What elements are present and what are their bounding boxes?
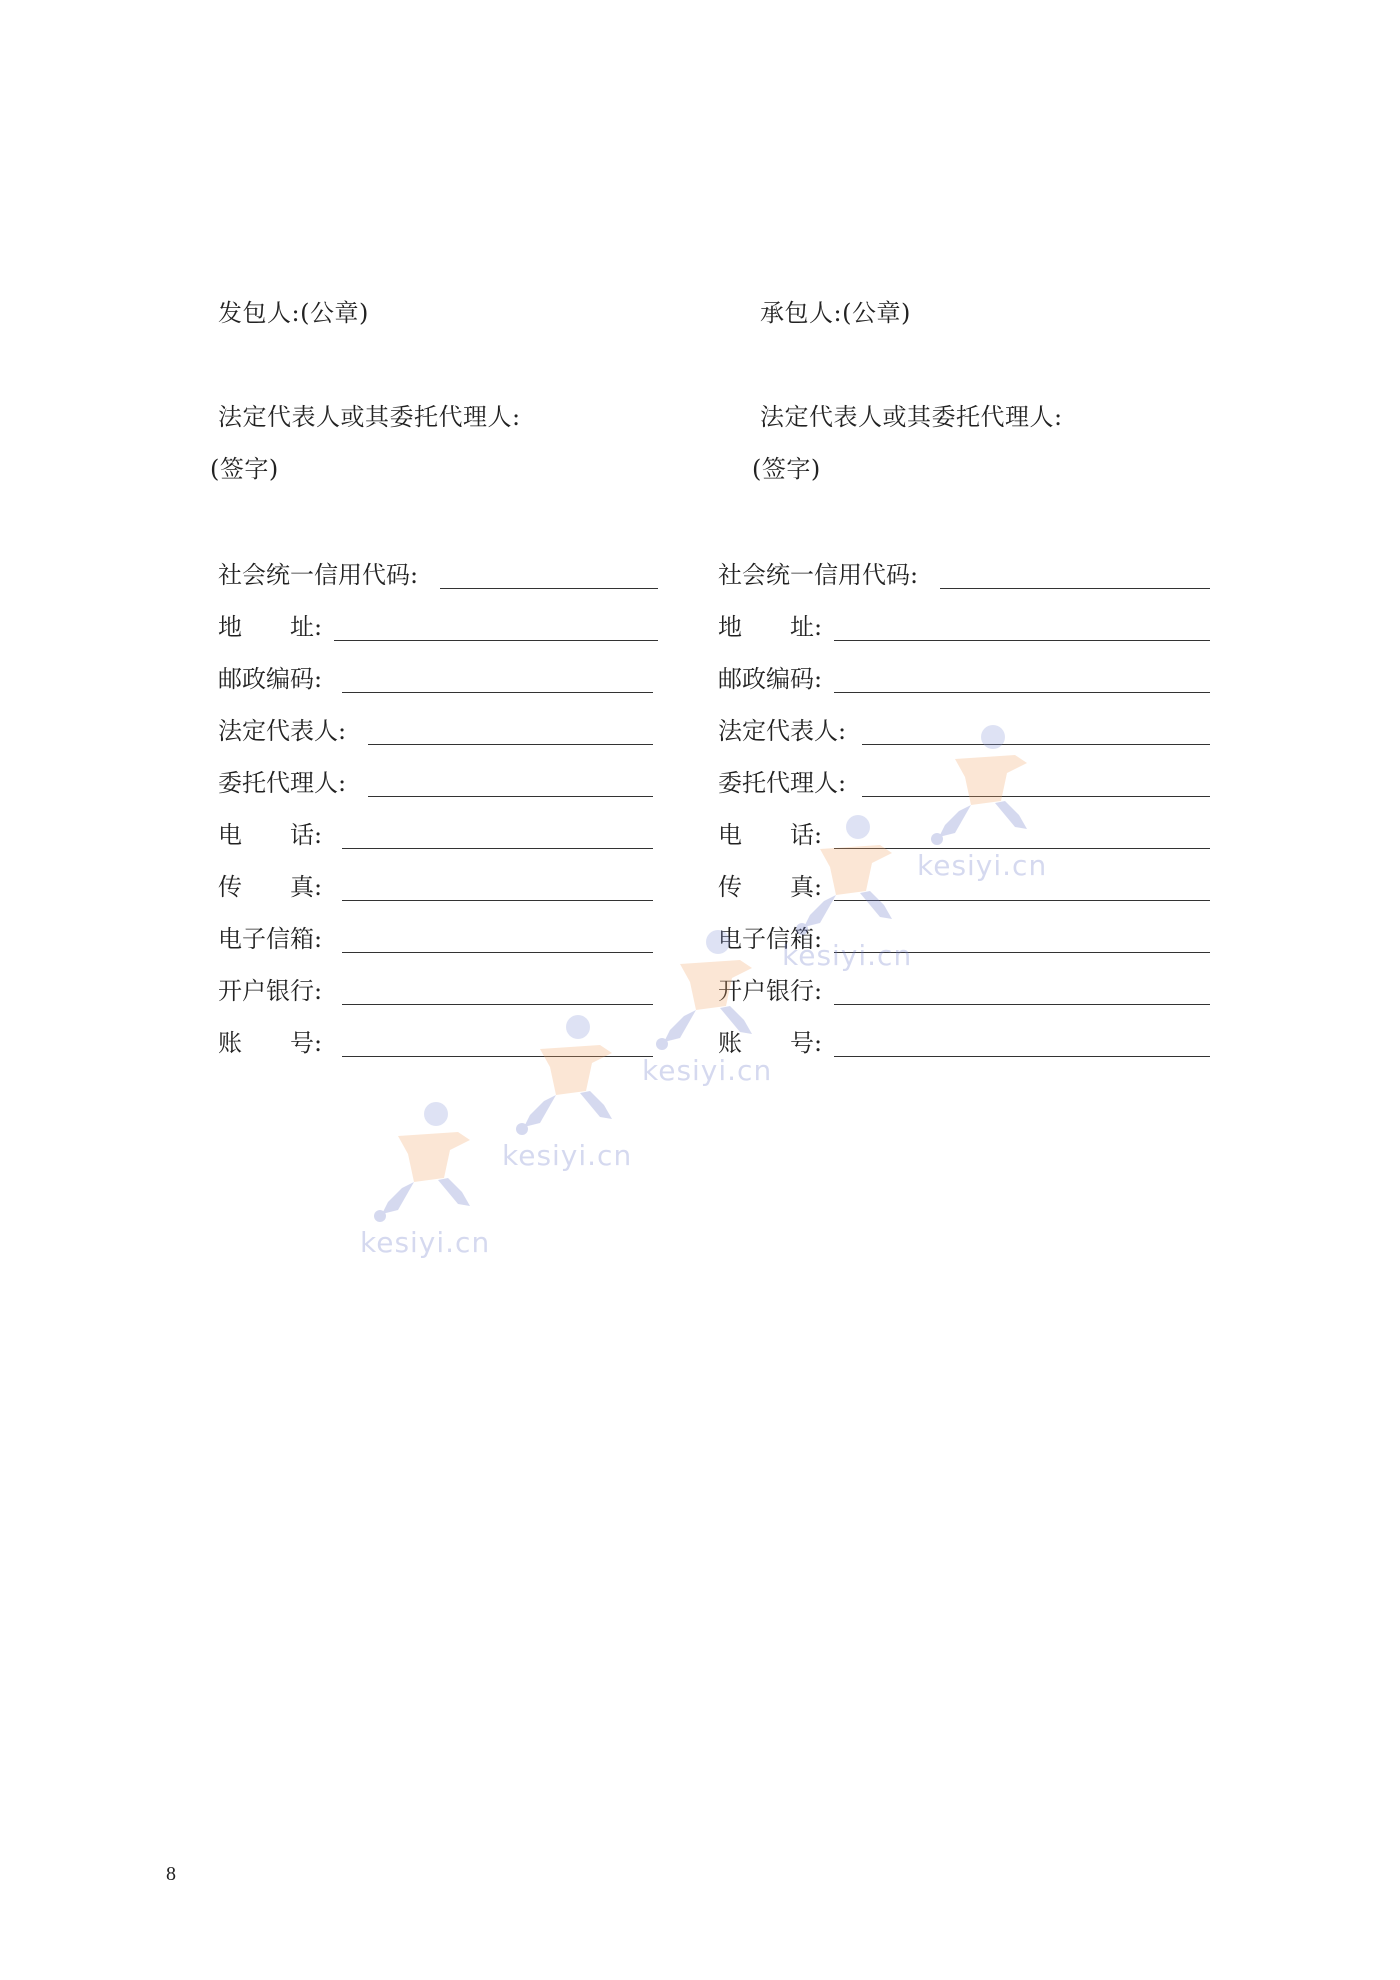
employer-field-agent [218,768,658,800]
runner-icon [640,920,780,1060]
field-label: 社会统一信用代码: [218,561,419,589]
employer-field-bank [218,976,658,1008]
field-label: 传 真: [718,873,823,901]
field-label: 邮政编码: [218,665,323,693]
page-number: 8 [166,1863,176,1885]
field-label: 开户银行: [718,977,823,1005]
field-label: 账 号: [718,1029,823,1057]
field-label: 传 真: [218,873,323,901]
employer-field-postcode [218,664,658,696]
fill-line[interactable] [834,692,1210,693]
field-label: 委托代理人: [218,769,347,797]
watermark-text: kesiyi.cn [360,1226,491,1259]
fill-line[interactable] [368,744,653,745]
watermark-logo [500,1005,640,1175]
fill-line[interactable] [940,588,1210,589]
runner-icon [500,1005,640,1145]
fill-line[interactable] [334,640,658,641]
contractor-title: 承包人:(公章) [760,299,911,327]
contractor-field-bank [718,976,1238,1008]
watermark-logo [358,1092,498,1262]
field-label: 委托代理人: [718,769,847,797]
fill-line[interactable] [368,796,653,797]
field-label: 电 话: [718,821,823,849]
field-label: 法定代表人: [718,717,847,745]
employer-field-email [218,924,658,956]
employer-field-fax [218,872,658,904]
watermark-text: kesiyi.cn [782,939,913,972]
field-label: 电子信箱: [718,925,823,953]
watermark-text: kesiyi.cn [502,1139,633,1172]
employer-field-credit-code [218,560,658,592]
employer-rep-title: 法定代表人或其委托代理人: [218,403,521,431]
field-label: 开户银行: [218,977,323,1005]
fill-line[interactable] [342,900,653,901]
field-label: 电 话: [218,821,323,849]
watermark-logo [780,805,920,975]
fill-line[interactable] [834,1056,1210,1057]
contractor-field-address [718,612,1238,644]
contractor-sign: (签字) [752,455,821,483]
runner-icon [780,805,920,945]
fill-line[interactable] [342,848,653,849]
watermark-text: kesiyi.cn [917,849,1048,882]
field-label: 邮政编码: [718,665,823,693]
fill-line[interactable] [834,640,1210,641]
employer-sign: (签字) [210,455,279,483]
field-label: 账 号: [218,1029,323,1057]
field-label: 电子信箱: [218,925,323,953]
field-label: 法定代表人: [218,717,347,745]
runner-icon [915,715,1055,855]
fill-line[interactable] [440,588,658,589]
contractor-field-account [718,1028,1238,1060]
watermark-text: kesiyi.cn [642,1054,773,1087]
fill-line[interactable] [834,1004,1210,1005]
field-label: 地 址: [718,613,823,641]
fill-line[interactable] [342,692,653,693]
employer-field-legal-rep [218,716,658,748]
contractor-field-postcode [718,664,1238,696]
contractor-field-credit-code [718,560,1238,592]
runner-icon [358,1092,498,1232]
field-label: 地 址: [218,613,323,641]
field-label: 社会统一信用代码: [718,561,919,589]
employer-field-address [218,612,658,644]
watermark-logo [640,920,780,1090]
fill-line[interactable] [342,952,653,953]
contractor-rep-title: 法定代表人或其委托代理人: [760,403,1063,431]
employer-field-phone [218,820,658,852]
watermark-logo [915,715,1055,885]
employer-title: 发包人:(公章) [218,299,369,327]
